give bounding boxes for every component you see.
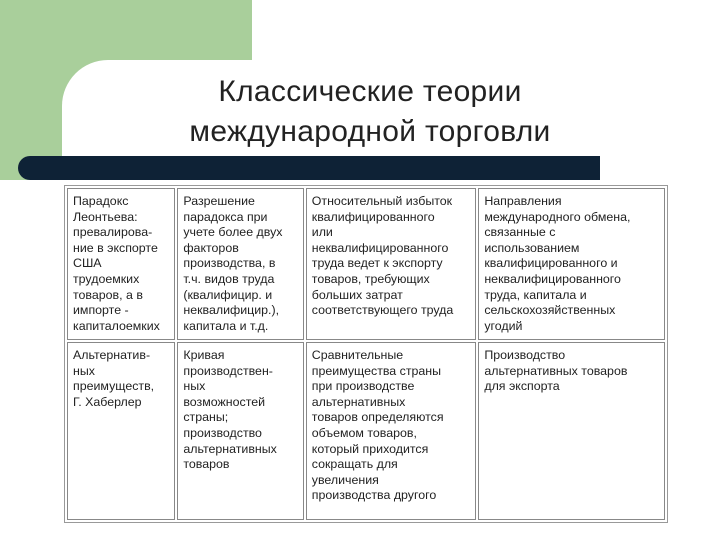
table-cell-resolution: Разрешение парадокса при учете более двух факторов производства, в т.ч. видов труда (квалифицир. и неквалифицир.), капитала и т.д. xyxy=(177,188,303,340)
table-cell-mechanism: Сравнительные преимущества страны при производстве альтернативных товаров определяются объемом товаров, который приходится сокращать для увеличения производства другого xyxy=(306,342,477,520)
slide-title xyxy=(120,72,620,152)
slide-title-line-1: Классические теории xyxy=(218,75,522,108)
table-cell-theory: Альтернатив- ных преимуществ, Г. Хаберлер xyxy=(67,342,175,520)
slide-title-line-2: международной торговли xyxy=(189,115,551,148)
theories-table xyxy=(64,185,668,523)
table-cell-direction: Производство альтернативных товаров для экспорта xyxy=(478,342,665,520)
table-cell-theory: Парадокс Леонтьева: превалирова- ние в экспорте США трудоемких товаров, а в импорте - капиталоемких xyxy=(67,188,175,340)
table-cell-resolution: Кривая производствен- ных возможностей страны; производство альтернативных товаров xyxy=(177,342,303,520)
title-divider-bar xyxy=(18,156,600,180)
table-row xyxy=(67,342,665,520)
table-cell-direction: Направления международного обмена, связанные с использованием квалифицированного и неквалифицированного труда, капитала и сельскохозяйственных угодий xyxy=(478,188,665,340)
table-row xyxy=(67,188,665,340)
table-cell-mechanism: Относительный избыток квалифицированного или неквалифицированного труда ведет к экспорту товаров, требующих больших затрат соответствующего труда xyxy=(306,188,477,340)
